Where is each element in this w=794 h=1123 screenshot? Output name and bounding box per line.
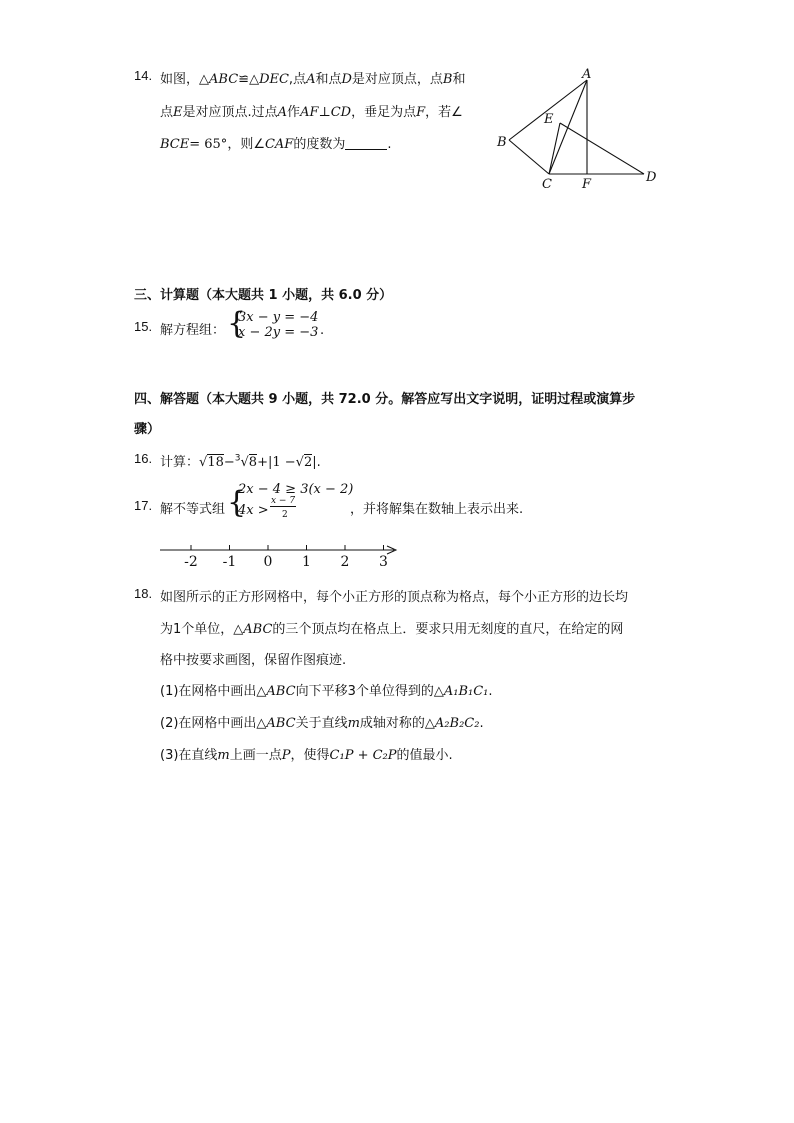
text: 和点 xyxy=(315,72,342,87)
triangle-symbol: △ xyxy=(433,684,444,699)
axis-tick-label: -2 xyxy=(184,554,198,570)
axis-tick-label: 2 xyxy=(340,554,350,570)
q17-label: 解不等式组 xyxy=(160,502,226,517)
text: 如图， xyxy=(160,72,200,87)
q15-equation-2: x − 2y = −3 xyxy=(238,325,319,340)
text: 成轴对称的 xyxy=(359,716,425,731)
axis-tick-label: 0 xyxy=(263,554,273,570)
q17-number-line xyxy=(156,538,406,572)
q17-number: 17. xyxy=(134,498,153,513)
math: ABC xyxy=(209,72,239,87)
text: 向下平移3个单位得到的 xyxy=(295,684,434,699)
q15-equation-1: 3x − y = −4 xyxy=(238,310,319,325)
point-label-D: D xyxy=(646,170,657,185)
math: A₁B₁C₁ xyxy=(443,684,489,699)
text: ，则∠ xyxy=(227,137,265,152)
text: 上画一点 xyxy=(229,748,282,763)
text: 的三个顶点均在格点上．要求只用无刻度的直尺，在给定的网 xyxy=(272,622,624,637)
math: B xyxy=(442,72,453,87)
triangle-symbol: △ xyxy=(249,72,260,87)
q17-inequality-1: 2x − 4 ≥ 3(x − 2) xyxy=(238,482,354,497)
triangle-symbol: △ xyxy=(256,716,267,731)
q14-geometry-figure xyxy=(494,64,664,192)
q17-instruction: ，并将解集在数轴上表示出来. xyxy=(350,502,524,517)
radicand: 18 xyxy=(207,455,224,470)
q16-number: 16. xyxy=(134,451,153,466)
q18-line3: 格中按要求画图，保留作图痕迹. xyxy=(160,653,347,668)
point-label-F: F xyxy=(582,177,592,192)
text: +|1 − xyxy=(257,455,296,470)
q18-line2 xyxy=(160,618,623,637)
congruent-symbol: ≌ xyxy=(238,72,250,87)
math: P xyxy=(281,748,291,763)
math: CAF xyxy=(264,137,294,152)
q18-part1 xyxy=(160,680,493,699)
math: ABC xyxy=(266,716,296,731)
root-index: 3 xyxy=(234,453,241,464)
text: . xyxy=(479,716,484,731)
text: ，垂足为点 xyxy=(351,105,417,120)
text: 和 xyxy=(452,72,466,87)
q14-number: 14. xyxy=(134,68,153,83)
triangle-symbol: △ xyxy=(233,622,244,637)
q15-label: 解方程组： xyxy=(160,323,226,338)
axis-tick-label: -1 xyxy=(222,554,237,570)
text: . xyxy=(488,684,493,699)
math: m xyxy=(217,748,230,763)
math: ABC xyxy=(243,622,273,637)
math: DEC xyxy=(259,72,289,87)
perpendicular-symbol: ⊥ xyxy=(318,105,331,120)
q15-number: 15. xyxy=(134,319,153,334)
q17-brace: { xyxy=(227,485,247,520)
text: (1)在网格中画出 xyxy=(160,684,257,699)
radicand: 8 xyxy=(248,455,258,470)
math: CD xyxy=(330,105,352,120)
q14-line1 xyxy=(160,68,466,87)
sqrt-symbol: √ xyxy=(295,455,304,470)
text: ,点 xyxy=(288,72,307,87)
math: ABC xyxy=(266,684,296,699)
text: ，若∠ xyxy=(425,105,463,120)
text: . xyxy=(316,455,321,470)
math: D xyxy=(341,72,352,87)
segment-ED xyxy=(560,123,644,174)
q15-brace: { xyxy=(227,306,247,341)
math: A xyxy=(277,105,288,120)
section-4-title-line1: 四、解答题（本大题共 9 小题，共 72.0 分。解答应写出文字说明，证明过程或演算步 xyxy=(134,392,636,407)
text: 的度数为 xyxy=(293,137,346,152)
q18-number: 18. xyxy=(134,586,153,601)
root-symbol: √ xyxy=(240,455,249,470)
text: 作 xyxy=(287,105,301,120)
section-3-title: 三、计算题（本大题共 1 小题，共 6.0 分） xyxy=(134,288,393,303)
q15-period: . xyxy=(320,323,325,338)
q14-line3 xyxy=(160,133,391,152)
text: 计算： xyxy=(160,455,200,470)
q14-line2 xyxy=(160,101,463,120)
math: AF xyxy=(300,105,319,120)
radicand: 2 xyxy=(303,455,313,470)
text: (3)在直线 xyxy=(160,748,218,763)
answer-blank[interactable] xyxy=(345,137,387,150)
q18-line1: 如图所示的正方形网格中，每个小正方形的顶点称为格点，每个小正方形的边长均 xyxy=(160,590,629,605)
math: m xyxy=(347,716,360,731)
point-label-C: C xyxy=(542,177,552,192)
triangle-symbol: △ xyxy=(424,716,435,731)
q17-inequality-2: 4x > xyxy=(238,503,269,518)
triangle-symbol: △ xyxy=(199,72,210,87)
text: (2)在网格中画出 xyxy=(160,716,257,731)
segment-CE xyxy=(549,123,560,174)
sqrt-symbol: √ xyxy=(199,455,208,470)
text: 是对应顶点，点 xyxy=(351,72,443,87)
text: 的值最小. xyxy=(396,748,453,763)
point-label-E: E xyxy=(544,112,554,127)
math: = 65° xyxy=(189,137,228,152)
q17-fraction-numerator: x − 7 xyxy=(271,496,296,506)
math: E xyxy=(173,105,183,120)
section-4-title-line2: 骤） xyxy=(134,422,161,437)
math: F xyxy=(416,105,426,120)
axis-tick-label: 3 xyxy=(379,554,388,570)
text: . xyxy=(387,137,392,152)
point-label-B: B xyxy=(497,135,507,150)
text: 点 xyxy=(160,105,174,120)
point-label-A: A xyxy=(582,67,592,82)
triangle-symbol: △ xyxy=(256,684,267,699)
abs-bar: | xyxy=(312,455,317,470)
text: ，使得 xyxy=(290,748,330,763)
q18-part2 xyxy=(160,712,484,731)
text: 是对应顶点.过点 xyxy=(182,105,278,120)
q18-part3 xyxy=(160,744,453,763)
math: A xyxy=(306,72,316,87)
math: BCE xyxy=(160,137,190,152)
q17-fraction-denominator: 2 xyxy=(282,510,288,520)
text: 关于直线 xyxy=(295,716,348,731)
segment-BC xyxy=(509,140,549,174)
text: 为1个单位， xyxy=(160,622,234,637)
math: A₂B₂C₂ xyxy=(434,716,480,731)
q16-expression xyxy=(160,451,321,470)
math: C₁P + C₂P xyxy=(329,748,397,763)
axis-tick-label: 1 xyxy=(302,554,311,570)
minus-symbol: − xyxy=(223,455,235,470)
